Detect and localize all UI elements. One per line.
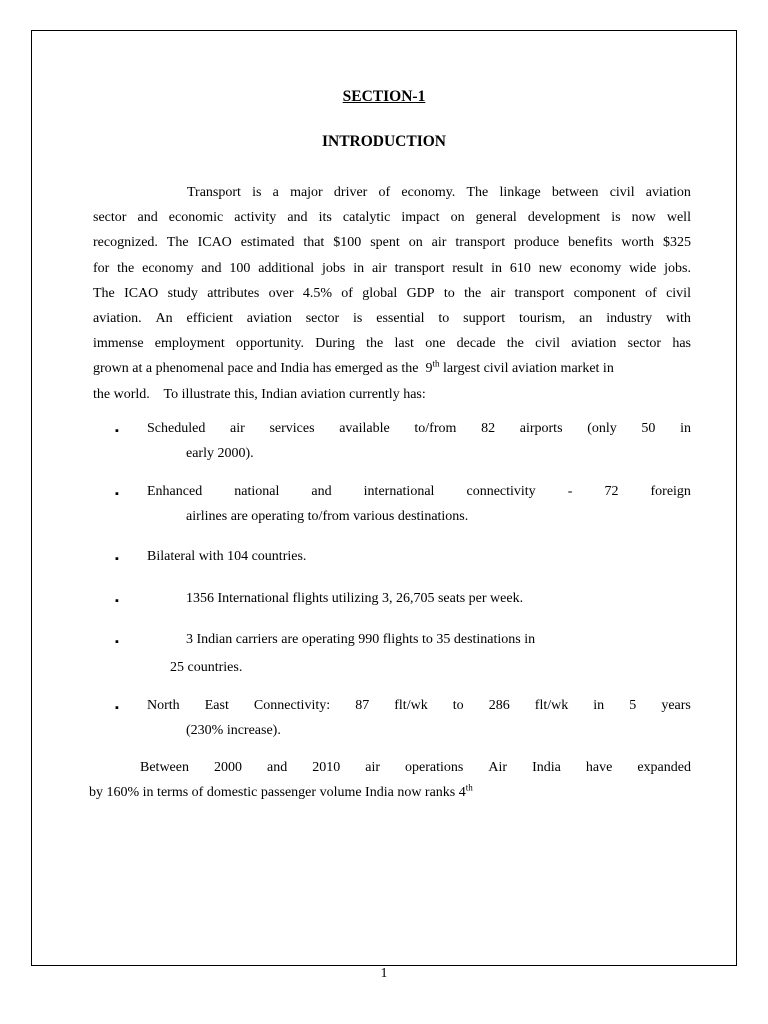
word: study — [167, 285, 198, 301]
ordinal-suffix: th — [432, 358, 440, 369]
word: immense — [93, 336, 144, 352]
word: air — [371, 260, 387, 276]
page-number: 1 — [380, 966, 388, 981]
word: ICAO — [124, 285, 159, 301]
word: airports — [519, 421, 563, 436]
word: - — [567, 484, 573, 499]
word: has — [672, 336, 691, 352]
word: and — [201, 260, 222, 276]
word: global — [362, 285, 398, 301]
word: $100 — [333, 235, 362, 251]
bullet-connectivity-cont: airlines are operating to/from various destinations. — [186, 509, 469, 524]
word: operations — [405, 760, 464, 775]
word: well — [666, 210, 691, 226]
word: Between — [140, 760, 189, 775]
word: one — [425, 336, 446, 352]
intro-line-7 — [93, 331, 691, 356]
word: Air — [488, 760, 508, 775]
word: estimated — [240, 235, 295, 251]
word: recognized. — [93, 235, 158, 251]
ordinal-suffix: th — [465, 782, 473, 793]
word: years — [661, 698, 691, 713]
word: $325 — [662, 235, 691, 251]
intro-line-1 — [187, 180, 691, 205]
word: the — [117, 260, 135, 276]
intro-line-8-text: grown at a phenomenal pace and India has emerged as the 9 — [93, 361, 433, 377]
word: catalytic — [342, 210, 391, 226]
closing-line-1 — [140, 755, 691, 780]
word: aviation. — [93, 311, 142, 327]
word: of — [645, 285, 657, 301]
word: air — [230, 421, 245, 436]
word: in — [680, 421, 691, 436]
word: sector — [305, 311, 340, 327]
word: spent — [370, 235, 400, 251]
closing-paragraph — [89, 755, 691, 805]
intro-line-8-rest: largest civil aviation market in — [439, 361, 614, 377]
word: have — [585, 760, 613, 775]
bullet-marker: ▪ — [115, 425, 119, 437]
intro-line-9: the world. To illustrate this, Indian aviation currently has: — [93, 386, 426, 402]
word: is — [252, 185, 262, 200]
word: of — [341, 285, 353, 301]
intro-paragraph — [93, 180, 691, 407]
closing-line-2-text: by 160% in terms of domestic passenger volume India now ranks 4 — [89, 785, 466, 801]
word: result — [452, 260, 484, 276]
word: linkage — [499, 185, 541, 200]
word: to — [452, 698, 464, 713]
word: connectivity — [466, 484, 536, 499]
word: available — [339, 421, 390, 436]
bullet-bilateral: Bilateral with 104 countries. — [147, 549, 307, 564]
word: 2010 — [312, 760, 341, 775]
word: The — [93, 285, 115, 301]
word: economy — [569, 260, 622, 276]
word: to — [443, 285, 455, 301]
word: to — [438, 311, 450, 327]
word: foreign — [650, 484, 691, 499]
bullet-marker: ▪ — [115, 553, 119, 565]
word: major — [290, 185, 323, 200]
word: with — [666, 311, 691, 327]
word: Scheduled — [147, 421, 206, 436]
word: an — [579, 311, 593, 327]
bullet-indian-carriers: 3 Indian carriers are operating 990 flights to 35 destinations in — [186, 632, 536, 647]
word: and — [311, 484, 332, 499]
word: During — [315, 336, 355, 352]
word: benefits — [568, 235, 613, 251]
bullet-marker: ▪ — [115, 595, 119, 607]
bullet-marker: ▪ — [115, 636, 119, 648]
word: India — [532, 760, 561, 775]
bullet-indian-carriers-cont: 25 countries. — [170, 660, 243, 675]
word: expanded — [637, 760, 691, 775]
word: ICAO — [197, 235, 232, 251]
word: now — [631, 210, 656, 226]
word: economy — [142, 260, 194, 276]
word: a — [272, 185, 279, 200]
word: East — [204, 698, 229, 713]
word: tourism, — [519, 311, 566, 327]
word: produce — [514, 235, 560, 251]
bullet-marker: ▪ — [115, 702, 119, 714]
word: essential — [376, 311, 425, 327]
word: North — [147, 698, 180, 713]
word: driver — [333, 185, 368, 200]
word: attributes — [207, 285, 260, 301]
word: on — [450, 210, 465, 226]
bullet-international-flights: 1356 International flights utilizing 3, 26,705 seats per week. — [186, 591, 524, 606]
bullet-north-east — [147, 698, 691, 714]
word: jobs — [322, 260, 346, 276]
word: over — [268, 285, 294, 301]
word: in — [491, 260, 503, 276]
word: of — [378, 185, 391, 200]
word: decade — [456, 336, 496, 352]
word: efficient — [186, 311, 233, 327]
word: its — [318, 210, 332, 226]
word: 286 — [488, 698, 510, 713]
word: economy. — [401, 185, 456, 200]
word: 100 — [229, 260, 251, 276]
word: air — [431, 235, 447, 251]
word: economic — [168, 210, 224, 226]
word: transport — [514, 285, 565, 301]
word: aviation — [246, 311, 292, 327]
word: aviation — [571, 336, 617, 352]
word: support — [463, 311, 506, 327]
word: 610 — [509, 260, 531, 276]
word: the — [506, 336, 524, 352]
bullet-scheduled-services — [147, 421, 691, 437]
word: industry — [606, 311, 653, 327]
word: An — [155, 311, 173, 327]
intro-line-5 — [93, 281, 691, 306]
word: sector — [93, 210, 127, 226]
word: civil — [609, 185, 635, 200]
word: is — [353, 311, 363, 327]
word: international — [363, 484, 435, 499]
introduction-heading: INTRODUCTION — [321, 133, 446, 150]
word: and — [267, 760, 288, 775]
word: and — [137, 210, 158, 226]
word: last — [394, 336, 414, 352]
word: jobs. — [664, 260, 691, 276]
word: Transport — [187, 185, 241, 200]
word: 72 — [604, 484, 619, 499]
word: that — [303, 235, 325, 251]
word: employment — [154, 336, 225, 352]
word: worth — [621, 235, 655, 251]
intro-line-6 — [93, 306, 691, 331]
word: civil — [535, 336, 561, 352]
bullet-connectivity — [147, 484, 691, 500]
word: in — [593, 698, 605, 713]
word: 2000 — [214, 760, 242, 775]
word: impact — [401, 210, 440, 226]
word: services — [269, 421, 315, 436]
word: for — [93, 260, 110, 276]
word: additional — [258, 260, 315, 276]
intro-line-4 — [93, 256, 691, 281]
word: The — [166, 235, 189, 251]
closing-line-2 — [89, 780, 691, 805]
word: new — [538, 260, 563, 276]
word: 50 — [641, 421, 656, 436]
word: activity — [234, 210, 277, 226]
word: transport — [394, 260, 445, 276]
intro-line-3 — [93, 230, 691, 255]
word: in — [353, 260, 365, 276]
word: air — [365, 760, 381, 775]
word: national — [234, 484, 280, 499]
bullet-scheduled-services-cont: early 2000). — [186, 446, 254, 461]
word: is — [611, 210, 621, 226]
word: the — [366, 336, 384, 352]
word: and — [287, 210, 308, 226]
word: to/from — [414, 421, 457, 436]
word: civil — [666, 285, 691, 301]
word: component — [573, 285, 636, 301]
bullet-marker: ▪ — [115, 488, 119, 500]
word: the — [464, 285, 482, 301]
word: flt/wk — [534, 698, 569, 713]
word: wide — [629, 260, 657, 276]
word: 5 — [629, 698, 637, 713]
word: 82 — [481, 421, 496, 436]
word: GDP — [406, 285, 435, 301]
section-title: SECTION-1 — [342, 88, 426, 105]
word: Connectivity: — [253, 698, 331, 713]
word: 87 — [355, 698, 370, 713]
word: development — [527, 210, 601, 226]
word: on — [408, 235, 423, 251]
bullet-north-east-cont: (230% increase). — [186, 723, 281, 738]
word: The — [466, 185, 489, 200]
word: general — [475, 210, 517, 226]
word: air — [490, 285, 506, 301]
word: opportunity. — [236, 336, 304, 352]
word: aviation — [645, 185, 691, 200]
word: 4.5% — [302, 285, 332, 301]
word: (only — [587, 421, 617, 436]
word: between — [551, 185, 599, 200]
word: transport — [455, 235, 506, 251]
word: sector — [627, 336, 662, 352]
intro-line-2 — [93, 205, 691, 230]
intro-line-8 — [93, 356, 691, 381]
word: flt/wk — [394, 698, 428, 713]
word: Enhanced — [147, 484, 203, 499]
